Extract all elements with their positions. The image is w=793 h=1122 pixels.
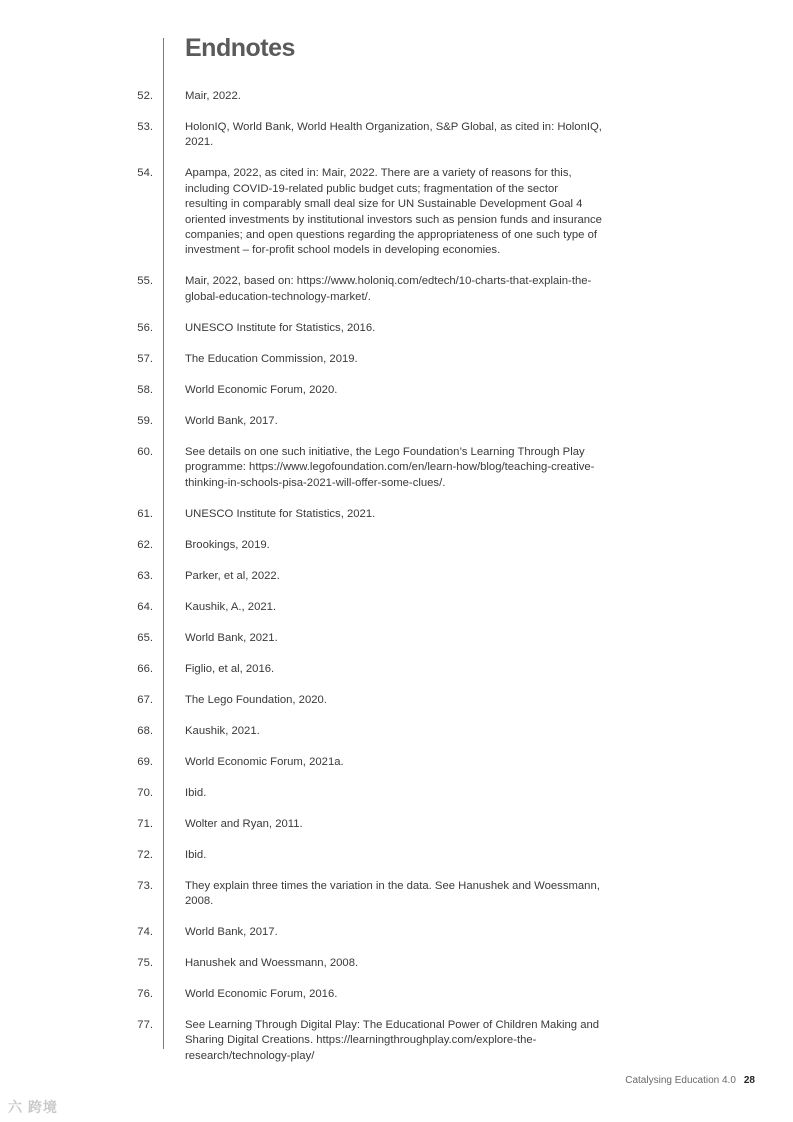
- endnote-item: [0, 1018, 793, 1064]
- endnote-item: [0, 414, 793, 429]
- endnote-number: 55.: [137, 275, 153, 288]
- endnote-text: World Economic Forum, 2020.: [185, 383, 338, 396]
- endnote-number: 76.: [137, 988, 153, 1001]
- endnote-item: [0, 925, 793, 940]
- endnote-number: 64.: [137, 600, 153, 613]
- endnote-number: 59.: [137, 414, 153, 427]
- endnote-item: [0, 383, 793, 398]
- endnote-item: [0, 569, 793, 584]
- endnote-number: 65.: [137, 631, 153, 644]
- endnote-number: 68.: [137, 724, 153, 737]
- endnote-item: [0, 120, 793, 151]
- endnote-item: [0, 848, 793, 863]
- endnote-number: 73.: [137, 879, 153, 892]
- endnote-item: [0, 352, 793, 367]
- endnote-item: [0, 987, 793, 1002]
- endnote-text: They explain three times the variation in the data. See Hanushek and Woessmann, 2008.: [185, 879, 600, 908]
- endnote-text: Kaushik, 2021.: [185, 724, 260, 737]
- endnote-number: 71.: [137, 817, 153, 830]
- endnote-number: 54.: [137, 167, 153, 180]
- endnote-number: 56.: [137, 321, 153, 334]
- endnote-item: [0, 879, 793, 910]
- page-footer: [625, 1075, 755, 1086]
- endnote-text: See details on one such initiative, the Lego Foundation’s Learning Through Play programme: https://www.legofoundation.com/en/learn-how/blog/teaching-creative-thinking-in-schools-pisa-2021-will-offer-some-clues/.: [185, 445, 595, 489]
- endnote-text: Ibid.: [185, 848, 207, 861]
- endnote-number: 67.: [137, 693, 153, 706]
- endnote-number: 72.: [137, 848, 153, 861]
- endnote-text: Parker, et al, 2022.: [185, 569, 280, 582]
- endnotes-list: [0, 89, 793, 1080]
- endnote-text: Brookings, 2019.: [185, 538, 270, 551]
- endnote-number: 60.: [137, 445, 153, 458]
- endnote-text: Hanushek and Woessmann, 2008.: [185, 957, 359, 970]
- endnote-text: UNESCO Institute for Statistics, 2021.: [185, 507, 376, 520]
- endnote-number: 58.: [137, 383, 153, 396]
- endnote-text: World Bank, 2017.: [185, 414, 278, 427]
- endnote-number: 62.: [137, 538, 153, 551]
- endnote-text: World Economic Forum, 2021a.: [185, 755, 344, 768]
- endnote-text: World Economic Forum, 2016.: [185, 988, 338, 1001]
- endnote-number: 66.: [137, 662, 153, 675]
- endnote-text: HolonIQ, World Bank, World Health Organization, S&P Global, as cited in: HolonIQ, 2021.: [185, 121, 602, 149]
- endnote-text: The Education Commission, 2019.: [185, 352, 358, 365]
- endnote-number: 61.: [137, 507, 153, 520]
- endnote-text: Figlio, et al, 2016.: [185, 662, 275, 675]
- endnote-text: World Bank, 2021.: [185, 631, 278, 644]
- endnote-text: UNESCO Institute for Statistics, 2016.: [185, 321, 376, 334]
- endnote-item: [0, 956, 793, 971]
- endnote-item: [0, 786, 793, 801]
- endnote-item: [0, 662, 793, 677]
- endnote-number: 77.: [137, 1019, 153, 1032]
- endnote-item: [0, 507, 793, 522]
- endnote-text: Apampa, 2022, as cited in: Mair, 2022. There are a variety of reasons for this, including COVID-19-related public budget cuts; fragmentation of the sector resulting in comparably small deal size for UN Sustainable Development Goal 4 oriented investments by institutional investors such as pension funds and insurance companies; and open questions regarding the appropriateness of one such type of investment – for-profit school models in developing economies.: [185, 167, 602, 257]
- endnote-item: [0, 600, 793, 615]
- endnote-text: See Learning Through Digital Play: The Educational Power of Children Making and Sharing Digital Creations. https://learningthroughplay.com/explore-the-research/technology-play/: [185, 1019, 600, 1062]
- endnote-text: Kaushik, A., 2021.: [185, 600, 277, 613]
- endnote-item: [0, 321, 793, 336]
- endnote-item: [0, 631, 793, 646]
- endnote-text: Wolter and Ryan, 2011.: [185, 817, 303, 830]
- endnote-item: [0, 817, 793, 832]
- endnote-number: 69.: [137, 755, 153, 768]
- endnote-item: [0, 274, 793, 305]
- document-title: Catalysing Education 4.0: [625, 1075, 736, 1086]
- endnote-text: The Lego Foundation, 2020.: [185, 693, 327, 706]
- endnote-text: Mair, 2022, based on: https://www.holoniq.com/edtech/10-charts-that-explain-the-global-education-technology-market/.: [185, 275, 592, 303]
- watermark: 六 跨境: [8, 1099, 58, 1115]
- endnote-item: [0, 89, 793, 104]
- endnote-number: 75.: [137, 957, 153, 970]
- endnote-text: Mair, 2022.: [185, 90, 241, 102]
- endnote-item: [0, 693, 793, 708]
- endnote-number: 63.: [137, 569, 153, 582]
- endnote-number: 53.: [137, 121, 153, 133]
- endnote-item: [0, 445, 793, 491]
- endnote-text: Ibid.: [185, 786, 207, 799]
- endnote-text: World Bank, 2017.: [185, 926, 278, 939]
- endnote-item: [0, 724, 793, 739]
- endnote-number: 74.: [137, 926, 153, 939]
- page-title: Endnotes: [185, 34, 295, 62]
- endnote-number: 52.: [137, 90, 153, 102]
- endnote-item: [0, 755, 793, 770]
- endnote-number: 57.: [137, 352, 153, 365]
- endnote-item: [0, 166, 793, 258]
- page-number: 28: [743, 1075, 755, 1086]
- endnote-item: [0, 538, 793, 553]
- endnote-number: 70.: [137, 786, 153, 799]
